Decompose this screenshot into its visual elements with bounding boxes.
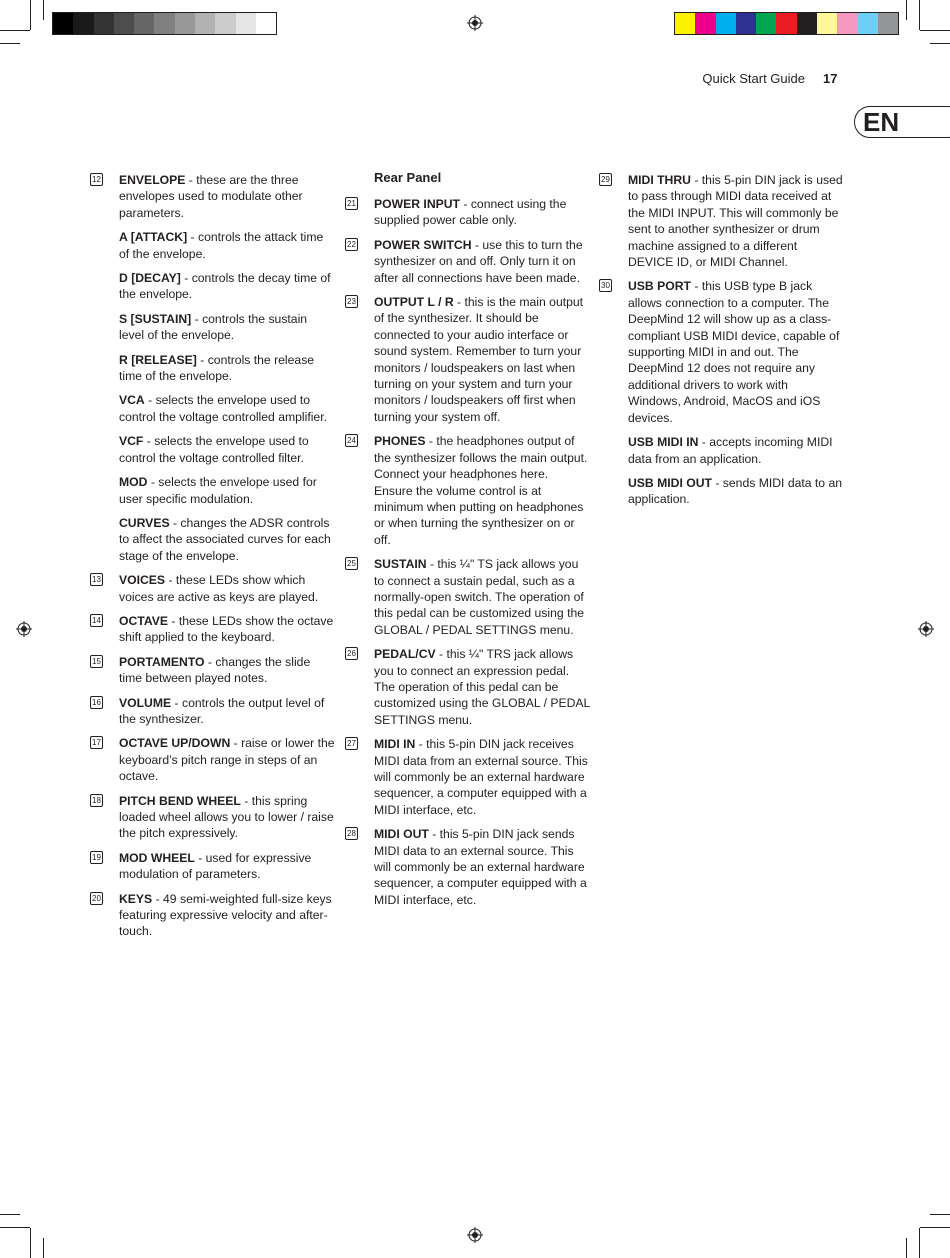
- item-term: KEYS: [119, 891, 153, 906]
- color-swatch: [675, 13, 695, 34]
- item-description: - controls the output level of the synthesizer.: [119, 695, 325, 726]
- item-description: - use this to turn the synthesizer on and off. Only turn it on after all connections have been made.: [374, 237, 583, 285]
- item-description: - these LEDs show which voices are active as keys are played.: [119, 573, 319, 604]
- item-number-badge: 20: [90, 892, 103, 905]
- item-text: [374, 196, 590, 229]
- numbered-item: [90, 572, 335, 605]
- page-number: 17: [823, 71, 838, 86]
- item-term: USB PORT: [628, 279, 691, 294]
- numbered-item: [90, 891, 335, 940]
- sub-item-description: - selects the envelope used to control the voltage controlled filter.: [119, 434, 309, 465]
- item-description: - 49 semi-weighted full-size keys featuring expressive velocity and after-touch.: [119, 891, 332, 939]
- sub-item: [90, 352, 335, 385]
- sub-item-term: S [SUSTAIN]: [119, 311, 192, 326]
- item-text: [374, 237, 590, 286]
- item-text: [374, 736, 590, 818]
- item-number-badge: 17: [90, 736, 103, 749]
- item-description: - this spring loaded wheel allows you to lower / raise the pitch expressively.: [119, 793, 334, 841]
- item-number-badge: 30: [599, 279, 612, 292]
- color-swatch: [756, 13, 776, 34]
- sub-item-term: MOD: [119, 475, 148, 490]
- sub-item-term: CURVES: [119, 515, 170, 530]
- item-text: [628, 278, 844, 426]
- numbered-item: [599, 278, 844, 426]
- item-number-badge: 29: [599, 173, 612, 186]
- color-swatch: [154, 13, 174, 34]
- item-number-badge: 15: [90, 655, 103, 668]
- numbered-item: [90, 793, 335, 842]
- color-swatch: [175, 13, 195, 34]
- numbered-item: [345, 826, 590, 908]
- color-swatch: [73, 13, 93, 34]
- numbered-item: [345, 294, 590, 425]
- item-description: - this USB type B jack allows connection to a computer. The DeepMind 12 will show up as a class-compliant USB MIDI device, capable of supporting MIDI in and out. The DeepMind 12 does not require any additional drivers to work with Windows, Android, MacOS and iOS devices.: [628, 279, 840, 425]
- language-label: EN: [863, 107, 900, 137]
- color-swatch: [817, 13, 837, 34]
- sub-item: [90, 433, 335, 466]
- item-term: PORTAMENTO: [119, 654, 205, 669]
- item-number-badge: 21: [345, 197, 358, 210]
- color-swatch: [195, 13, 215, 34]
- item-description: - this 5-pin DIN jack receives MIDI data from an external source. This will commonly be an external hardware sequencer, a computer equipped with a MIDI interface, etc.: [374, 737, 588, 817]
- numbered-item: [345, 736, 590, 818]
- sub-item-term: USB MIDI OUT: [628, 475, 712, 490]
- column-3: [599, 172, 844, 516]
- item-number-badge: 13: [90, 573, 103, 586]
- color-swatch: [837, 13, 857, 34]
- item-text: [119, 613, 335, 646]
- item-number-badge: 26: [345, 647, 358, 660]
- item-term: ENVELOPE: [119, 173, 186, 187]
- color-swatch: [797, 13, 817, 34]
- item-text: [119, 793, 335, 842]
- item-text: [119, 891, 335, 940]
- item-term: VOLUME: [119, 695, 172, 710]
- numbered-item: [599, 172, 844, 270]
- registration-mark-icon: [467, 1227, 483, 1243]
- item-text: [119, 654, 335, 687]
- registration-mark-icon: [918, 621, 934, 637]
- numbered-item: [90, 613, 335, 646]
- item-number-badge: 16: [90, 696, 103, 709]
- item-description: - these LEDs show the octave shift applied to the keyboard.: [119, 613, 334, 645]
- section-title: Rear Panel: [374, 170, 442, 185]
- item-term: POWER SWITCH: [374, 237, 472, 252]
- sub-item: [90, 515, 335, 564]
- sub-item-term: VCF: [119, 434, 144, 449]
- item-description: - used for expressive modulation of parameters.: [119, 850, 312, 882]
- sub-item: [599, 434, 844, 467]
- item-term: MIDI OUT: [374, 827, 429, 842]
- sub-item-description: - selects the envelope used to control the voltage controlled amplifier.: [119, 393, 327, 424]
- sub-item-term: R [RELEASE]: [119, 352, 197, 367]
- item-text: [374, 433, 590, 548]
- item-number-badge: 19: [90, 851, 103, 864]
- item-term: OCTAVE: [119, 613, 168, 628]
- item-term: MOD WHEEL: [119, 850, 195, 865]
- numbered-item: [345, 237, 590, 286]
- item-text: [119, 850, 335, 883]
- sub-item: [90, 392, 335, 425]
- registration-mark-icon: [16, 621, 32, 637]
- item-description: - the headphones output of the synthesizer follows the main output. Connect your headphones here. Ensure the volume control is at minimum when putting on headphones or when turning the synthesizer on or off.: [374, 434, 588, 547]
- numbered-item: [90, 172, 335, 221]
- item-term: VOICES: [119, 573, 166, 588]
- sub-item: [599, 475, 844, 508]
- sub-item-description: - controls the attack time of the envelope.: [119, 230, 324, 261]
- column-2: [345, 170, 590, 916]
- item-term: MIDI IN: [374, 737, 416, 752]
- item-term: OCTAVE UP/DOWN: [119, 736, 231, 751]
- item-term: PHONES: [374, 434, 426, 449]
- sub-item: [90, 311, 335, 344]
- color-swatch: [134, 13, 154, 34]
- item-term: MIDI THRU: [628, 173, 691, 187]
- numbered-item: [345, 196, 590, 229]
- item-number-badge: 22: [345, 238, 358, 251]
- sub-item-description: - changes the ADSR controls to affect the associated curves for each stage of the envelope.: [119, 515, 331, 563]
- item-term: OUTPUT L / R: [374, 295, 454, 310]
- color-swatch: [256, 13, 276, 34]
- registration-mark-icon: [467, 15, 483, 31]
- item-description: - connect using the supplied power cable only.: [374, 197, 567, 228]
- color-swatch: [736, 13, 756, 34]
- sub-item-description: - controls the sustain level of the envelope.: [119, 311, 308, 343]
- sub-item-description: - selects the envelope used for user specific modulation.: [119, 475, 317, 506]
- column-1: [90, 172, 335, 948]
- item-term: SUSTAIN: [374, 557, 427, 572]
- item-number-badge: 23: [345, 295, 358, 308]
- item-text: [628, 172, 844, 270]
- color-swatch: [858, 13, 878, 34]
- sub-item-description: - controls the decay time of the envelope.: [119, 271, 331, 302]
- item-text: [119, 572, 335, 605]
- process-color-bar: [674, 12, 899, 35]
- item-text: [119, 172, 335, 221]
- item-text: [374, 646, 590, 728]
- item-description: - this is the main output of the synthesizer. It should be connected to your audio interface or sound system. Remember to turn your monitors / loudspeakers on last when turning on your system and turn your monitors / loudspeakers off first when turning your system off.: [374, 295, 584, 424]
- item-number-badge: 12: [90, 173, 103, 186]
- sub-item: [90, 270, 335, 303]
- item-text: [119, 695, 335, 728]
- color-swatch: [236, 13, 256, 34]
- color-swatch: [114, 13, 134, 34]
- numbered-item: [345, 646, 590, 728]
- sub-item-term: VCA: [119, 393, 145, 408]
- item-term: PITCH BEND WHEEL: [119, 793, 241, 808]
- item-text: [119, 735, 335, 784]
- item-description: - this ¼" TS jack allows you to connect a sustain pedal, such as a normally-open switch. The operation of this pedal can be customized using the GLOBAL / PEDAL SETTINGS menu.: [374, 557, 585, 637]
- numbered-item: [90, 735, 335, 784]
- color-swatch: [716, 13, 736, 34]
- item-term: POWER INPUT: [374, 197, 460, 211]
- item-description: - this 5-pin DIN jack sends MIDI data to an external source. This will commonly be an external hardware sequencer, a computer equipped with a MIDI interface, etc.: [374, 827, 587, 907]
- color-swatch: [695, 13, 715, 34]
- item-number-badge: 24: [345, 434, 358, 447]
- sub-item-term: USB MIDI IN: [628, 435, 699, 450]
- item-number-badge: 27: [345, 737, 358, 750]
- item-term: PEDAL/CV: [374, 647, 436, 662]
- sub-item: [90, 229, 335, 262]
- color-swatch: [878, 13, 898, 34]
- item-number-badge: 25: [345, 557, 358, 570]
- color-swatch: [53, 13, 73, 34]
- item-text: [374, 826, 590, 908]
- item-number-badge: 14: [90, 614, 103, 627]
- sub-item-term: D [DECAY]: [119, 271, 181, 286]
- color-swatch: [215, 13, 235, 34]
- numbered-item: [90, 850, 335, 883]
- item-text: [374, 556, 590, 638]
- sub-item-description: - accepts incoming MIDI data from an application.: [628, 435, 833, 466]
- item-description: - changes the slide time between played notes.: [119, 654, 311, 686]
- item-number-badge: 18: [90, 794, 103, 807]
- color-swatch: [94, 13, 114, 34]
- numbered-item: [345, 556, 590, 638]
- item-text: [374, 294, 590, 425]
- sub-item: [90, 474, 335, 507]
- item-description: - this 5-pin DIN jack is used to pass through MIDI data received at the MIDI INPUT. This will commonly be sent to another synthesizer or drum machine assigned to a different DEVICE ID, or MIDI Channel.: [628, 173, 843, 270]
- numbered-item: [90, 654, 335, 687]
- sub-item-description: - sends MIDI data to an application.: [628, 475, 843, 507]
- color-swatch: [776, 13, 796, 34]
- item-number-badge: 28: [345, 827, 358, 840]
- numbered-item: [345, 433, 590, 548]
- sub-item-description: - controls the release time of the envelope.: [119, 352, 315, 384]
- item-description: - these are the three envelopes used to modulate other parameters.: [119, 173, 303, 220]
- guide-title: Quick Start Guide: [702, 71, 805, 86]
- item-description: - raise or lower the keyboard’s pitch range in steps of an octave.: [119, 736, 335, 784]
- numbered-item: [90, 695, 335, 728]
- sub-item-term: A [ATTACK]: [119, 230, 188, 245]
- grayscale-color-bar: [52, 12, 277, 35]
- item-description: - this ¼" TRS jack allows you to connect an expression pedal. The operation of this pedal can be customized using the GLOBAL / PEDAL SETTINGS menu.: [374, 647, 590, 727]
